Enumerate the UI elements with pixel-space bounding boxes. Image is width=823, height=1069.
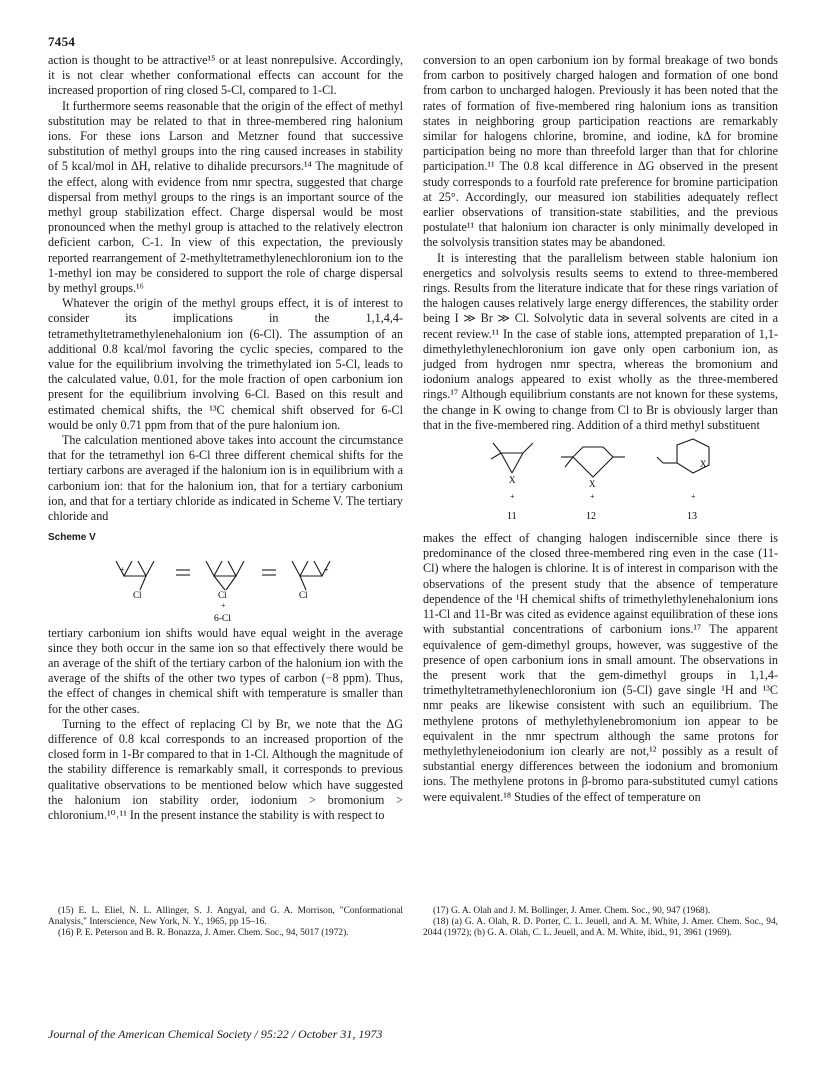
chlorine-atom: Cl [299,589,308,600]
left-column [48,53,403,823]
footnote: (15) E. L. Eliel, N. L. Allinger, S. J. Angyal, and G. A. Morrison, "Conformational Analysis," Interscience, New York, N. Y., 1965, pp 15–16. [48,906,403,927]
halonium-structures-diagram [423,435,778,527]
structure-bond [501,453,512,473]
structure-bond [228,561,244,576]
footnote: (16) P. E. Peterson and B. R. Bonazza, J. Amer. Chem. Soc., 94, 5017 (1972). [58,928,349,938]
structure-bond [523,443,533,453]
structure-bond [491,453,501,459]
structure-bond [138,561,154,576]
structure-bond [565,457,573,467]
compound-label: 6-Cl [214,613,231,624]
structure-bond [140,576,146,590]
footnote: (17) G. A. Olah and J. M. Bollinger, J. Amer. Chem. Soc., 90, 947 (1968). [433,906,711,916]
structure-bond [657,457,663,463]
compound-label: 12 [586,511,596,523]
paragraph: It furthermore seems reasonable that the origin of the effect of methyl substitution may be related to that in three-membered ring halonium ions. For these ions Larson and Metzner found that successive substitution of methyl groups into the ring caused increases in stability of 5 kcal/mol in ΔH, relative to dihalide precursors.¹⁴ The magnitude of the effect, along with evidence from nmr spectra, suggested that charge dispersal from methyl groups to the rings is an important source of the methyl group stabilization effect. Charge dispersal would be most pronounced when the methyl group is attached to the relatively electron deficient carbon, C-1. In view of this expectation, the previously reported rearrangement of 2-methyltetramethylenechloronium ion to the 1-methyl ion may be considered to support the role of charge dispersal by methyl groups.¹⁶ [48,98,403,296]
footnote: (18) (a) G. A. Olah, R. D. Porter, C. L. Jeuell, and A. M. White, J. Amer. Chem. Soc., 94, 2044 (1972); (b) G. A. Olah, C. L. Jeuell, and A. M. White, ibid., 91, 3961 (1969). [423,917,778,938]
paragraph: tertiary carbonium ion shifts would have equal weight in the average since they both occur in the same ion so that effectively there would be an average of the shift of the tertiary carbon of the halonium ion with the average of the shifts of the other two types of carbon (−8 ppm). Thus, the effect of changes in chemical shift with temperature is smaller than for the other cases. [48,625,403,716]
plus-charge: + [324,564,329,574]
page-number: 7454 [48,34,76,49]
structure-bond [206,561,222,576]
paragraph: Turning to the effect of replacing Cl by Br, we note that the ΔG difference of 0.8 kcal corresponds to an increased proportion of the closed form in 1-Br compared to that in 1-Cl. Although the magnitude of the stability difference is remarkably small, it corresponds to previous qualitative observations to be mentioned below which have suggested the halonium ion stability order, iodonium > bromonium > chloronium.¹⁰˒¹¹ In the present instance the stability is with respect to [48,716,403,822]
compound-label: 11 [507,511,517,523]
compound-label: 13 [687,511,697,523]
footnotes-left [48,906,403,939]
scheme-v-diagram [48,546,403,624]
paragraph: conversion to an open carbonium ion by formal breakage of two bonds from carbon to positively charged halogen and formation of one bond from carbon to uncharged halogen. Previously it has been noted that the rates of formation of five-membered ring halonium ions as transition states in neighboring group participation reactions are remarkably similar for halogens chlorine, bromine, and iodine, kΔ for bromine participation being no more than threefold larger than that for chlorine participation.¹¹ The 0.8 kcal difference in ΔG observed in the present study corresponds to a fourfold rate preference for bromine participation at 25°. Accordingly, our measured ion stabilities adequately reflect earlier observations of transition-state stabilities, and the previous postulate¹¹ that halonium ion character is only minimally developed in the solvolysis transition states may be abandoned. [423,53,778,250]
structure-bond [512,453,523,473]
plus-charge: + [221,600,226,610]
structure-bond [214,576,225,590]
structure-bond [292,561,308,576]
halogen-atom: X [589,479,596,490]
chlorine-atom: Cl [133,589,142,600]
structure-bond [573,447,613,477]
paragraph: makes the effect of changing halogen indiscernible since there is predominance of the closed three-membered ring even in the case (11-Cl) where the halogen is chlorine. It is of interest in comparison with the observations of the present study that the absence of temperature dependence of the ¹H chemical shifts of trimethylethylenehalonium ions 11-Cl and 11-Br was cited as evidence against equilibration of these ions with substantial concentrations of carbonium ions.¹⁷ The apparent equivalence of gem-dimethyl groups, however, was suggestive of the presence of open carbonium ions in small amount. The observations in the present work that the gem-dimethyl groups in 1,1,4-trimethyltetramethylenechloronium ion (5-Cl) gave single ¹H and ¹³C nmr peaks are likewise consistent with such an equilibrium. The methylene protons of methylethylenebromonium ion appear to be equivalent in the nmr spectrum although the same protons for methylethyleneiodonium ion clearly are not,¹² possibly as a result of substantial energy differences between the iodonium and bromonium ions. The methylene protons in β-bromo para-substituted cumyl cations were equivalent.¹⁸ Studies of the effect of temperature on [423,531,778,804]
structure-bond [226,576,236,590]
footnotes-right [423,906,778,939]
scheme-title: Scheme V [48,532,96,544]
paragraph: It is interesting that the parallelism between stable halonium ion energetics and solvolysis results seems to extend to three-membered rings. Results from the literature indicate that for these rings variation of the halogen causes relatively large energy differences, the stability order being I ≫ Br ≫ Cl. Solvolytic data in several solvents are cited in a recent review.¹¹ In the case of stable ions, attempted preparation of 1,1-dimethylethylenechloronium ion gave only open carbonium ion, as judged from hydrogen nmr spectra, whereas the bromonium and iodonium analogs appeared to exist wholly as the three-membered rings.¹⁷ Although equilibrium constants are not known for these systems, the change in K owing to change from Cl to Br is obviously larger than that in the five-membered ring. Addition of a third methyl substituent [423,250,778,432]
plus-charge: + [691,492,696,502]
structure-bond [300,576,306,590]
plus-charge: + [510,492,515,502]
plus-charge: + [590,492,595,502]
paragraph: action is thought to be attractive¹⁵ or at least nonrepulsive. Accordingly, it is not clear whether conformational effects can account for the increased proportion of ring closed 5-Cl, compared to 1-Cl. [48,53,403,98]
chlorine-atom: Cl [218,589,227,600]
right-column [423,53,778,805]
journal-footer: Journal of the American Chemical Society / 95:22 / October 31, 1973 [48,1027,383,1041]
structure-bond [493,443,501,453]
paragraph: Whatever the origin of the methyl groups effect, it is of interest to consider its implications in the 1,1,4,4-tetramethyltetramethylenehalonium ion (6-Cl). The assumption of an additional 0.8 kcal/mol favoring the cyclic species, compared to the value for the equilibrium involving the trimethylated ion 5-Cl, leads to the calculated value, 0.01, for the mole fraction of open carbonium ion present for the equilibrium involving 6-Cl. Based on this result and estimated chemical shifts, the ¹³C chemical shift observed for 6-Cl would be only 0.71 ppm from that of the pure halonium ion. [48,296,403,432]
plus-charge: + [120,564,125,574]
halogen-atom: X [700,459,707,470]
paragraph: The calculation mentioned above takes into account the circumstance that for the tetramethyl ion 6-Cl three different chemical shifts for the tertiary carbons are averaged if the halonium ion is in equilibrium with a carbonium ion: that for the halonium ion, that for a tertiary carbonium ion, and that for a tertiary chloride as indicated in Scheme V. The tertiary chloride and [48,433,403,524]
halogen-atom: X [509,475,516,486]
